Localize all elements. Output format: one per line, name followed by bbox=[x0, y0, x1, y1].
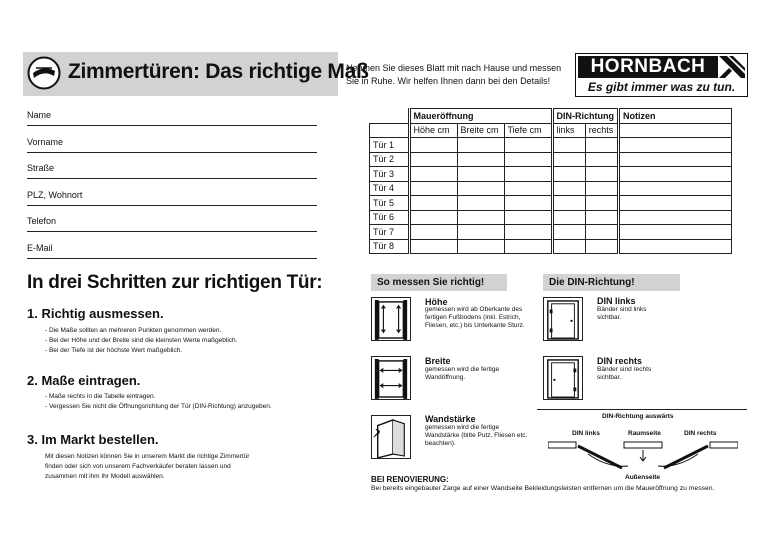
name-field[interactable] bbox=[27, 105, 317, 126]
brand-stripes-icon bbox=[719, 56, 745, 78]
col-group-notes: Notizen bbox=[619, 109, 732, 124]
brand-name: HORNBACH bbox=[578, 56, 718, 78]
measurement-table bbox=[369, 108, 732, 254]
table-row bbox=[370, 210, 732, 225]
din-diagram-inside-label: Raumseite bbox=[628, 430, 661, 437]
email-field[interactable] bbox=[27, 238, 317, 259]
table-row bbox=[370, 239, 732, 254]
din-heading: Die DIN-Richtung! bbox=[543, 274, 680, 291]
row-label: Tür 2 bbox=[370, 152, 410, 167]
renovation-title: BEI RENOVIERUNG: bbox=[371, 475, 449, 484]
din-diagram-outside-label: Außenseite bbox=[625, 474, 661, 481]
thickness-title: Wandstärke bbox=[425, 414, 476, 424]
row-label: Tür 7 bbox=[370, 225, 410, 240]
table-row bbox=[370, 138, 732, 153]
wall-thickness-diagram-icon bbox=[371, 415, 411, 459]
table-corner bbox=[370, 109, 410, 124]
row-label: Tür 6 bbox=[370, 210, 410, 225]
height-text: gemessen wird ab Oberkante des fertigen Fußbodens (inkl. Estrich, Fliesen, etc.) bis Unterkante Sturz. bbox=[425, 306, 525, 329]
din-diagram-title: DIN-Richtung auswärts bbox=[602, 413, 674, 420]
row-label: Tür 8 bbox=[370, 239, 410, 254]
step-1-text: - Die Maße sollten an mehreren Punkten genommen werden. - Bei der Höhe und der Breite sind die kleinsten Werte maßgeblich. - Bei der Tiefe ist der höchste Wert maßgeblich. bbox=[45, 327, 238, 354]
step-1-title: 1. Richtig ausmessen. bbox=[27, 306, 164, 321]
thickness-text: gemessen wird die fertige Wandstärke (bitte Putz, Fliesen etc. beachten). bbox=[425, 424, 528, 447]
din-right-title: DIN rechts bbox=[597, 356, 643, 366]
width-text: gemessen wird die fertige Wandöffnung. bbox=[425, 366, 500, 381]
col-left: links bbox=[552, 123, 585, 138]
page-title: Zimmertüren: Das richtige Maß bbox=[68, 60, 369, 83]
din-left-text: Bänder sind links sichtbar. bbox=[597, 306, 647, 321]
width-title: Breite bbox=[425, 356, 451, 366]
step-3-text: Mit diesen Notizen können Sie in unserem Markt die richtige Zimmertür finden oder sich von unserem Fachverkäufer beraten lassen und zusammen mit ihm Ihr Modell auswählen. bbox=[45, 453, 250, 480]
din-left-title: DIN links bbox=[597, 296, 636, 306]
brand-slogan: Es gibt immer was zu tun. bbox=[587, 80, 736, 94]
steps-heading: In drei Schritten zur richtigen Tür: bbox=[27, 272, 323, 293]
tape-measure-icon bbox=[27, 56, 61, 90]
row-label: Tür 1 bbox=[370, 138, 410, 153]
col-group-din: DIN-Richtung bbox=[552, 109, 619, 124]
strasse-label: Straße bbox=[27, 163, 55, 173]
din-left-door-icon bbox=[543, 297, 583, 341]
row-label: Tür 4 bbox=[370, 181, 410, 196]
table-row bbox=[370, 152, 732, 167]
step-2-text: - Maße rechts in die Tabelle eintragen. - Vergessen Sie nicht die Öffnungsrichtung der Tür (DIN-Richtung) anzugeben. bbox=[45, 393, 272, 410]
col-height: Höhe cm bbox=[409, 123, 457, 138]
step-2-title: 2. Maße eintragen. bbox=[27, 373, 141, 388]
table-row bbox=[370, 225, 732, 240]
col-notes bbox=[619, 123, 732, 138]
telefon-field[interactable] bbox=[27, 211, 317, 232]
telefon-label: Telefon bbox=[27, 216, 57, 226]
din-direction-diagram bbox=[548, 438, 738, 474]
vorname-label: Vorname bbox=[27, 137, 64, 147]
din-diagram-left-label: DIN links bbox=[572, 430, 600, 437]
table-row bbox=[370, 181, 732, 196]
name-label: Name bbox=[27, 110, 52, 120]
brand-logo bbox=[575, 53, 748, 97]
col-width: Breite cm bbox=[457, 123, 504, 138]
table-row bbox=[370, 196, 732, 211]
col-right: rechts bbox=[585, 123, 618, 138]
page-subtitle: Nehmen Sie dieses Blatt mit nach Hause und messen Sie in Ruhe. Wir helfen Ihnen dann bei den Details! bbox=[346, 63, 562, 86]
din-diagram-divider bbox=[537, 409, 747, 410]
measure-heading: So messen Sie richtig! bbox=[371, 274, 507, 291]
row-label: Tür 3 bbox=[370, 167, 410, 182]
row-label: Tür 5 bbox=[370, 196, 410, 211]
step-3-title: 3. Im Markt bestellen. bbox=[27, 432, 159, 447]
plz-wohnort-field[interactable] bbox=[27, 185, 317, 206]
din-right-text: Bänder sind rechts sichtbar. bbox=[597, 366, 652, 381]
table-corner-sub bbox=[370, 123, 410, 138]
table-row bbox=[370, 167, 732, 182]
height-title: Höhe bbox=[425, 297, 448, 307]
col-depth: Tiefe cm bbox=[504, 123, 552, 138]
strasse-field[interactable] bbox=[27, 158, 317, 179]
vorname-field[interactable] bbox=[27, 132, 317, 153]
email-label: E-Mail bbox=[27, 243, 53, 253]
col-group-opening: Maueröffnung bbox=[409, 109, 552, 124]
width-diagram-icon bbox=[371, 356, 411, 400]
plz-wohnort-label: PLZ, Wohnort bbox=[27, 190, 83, 200]
renovation-text: Bei bereits eingebauter Zarge auf einer Wandseite Bekleidungsleisten entfernen um die Maueröffnung zu messen. bbox=[371, 485, 715, 492]
din-diagram-right-label: DIN rechts bbox=[684, 430, 717, 437]
din-right-door-icon bbox=[543, 356, 583, 400]
height-diagram-icon bbox=[371, 297, 411, 341]
